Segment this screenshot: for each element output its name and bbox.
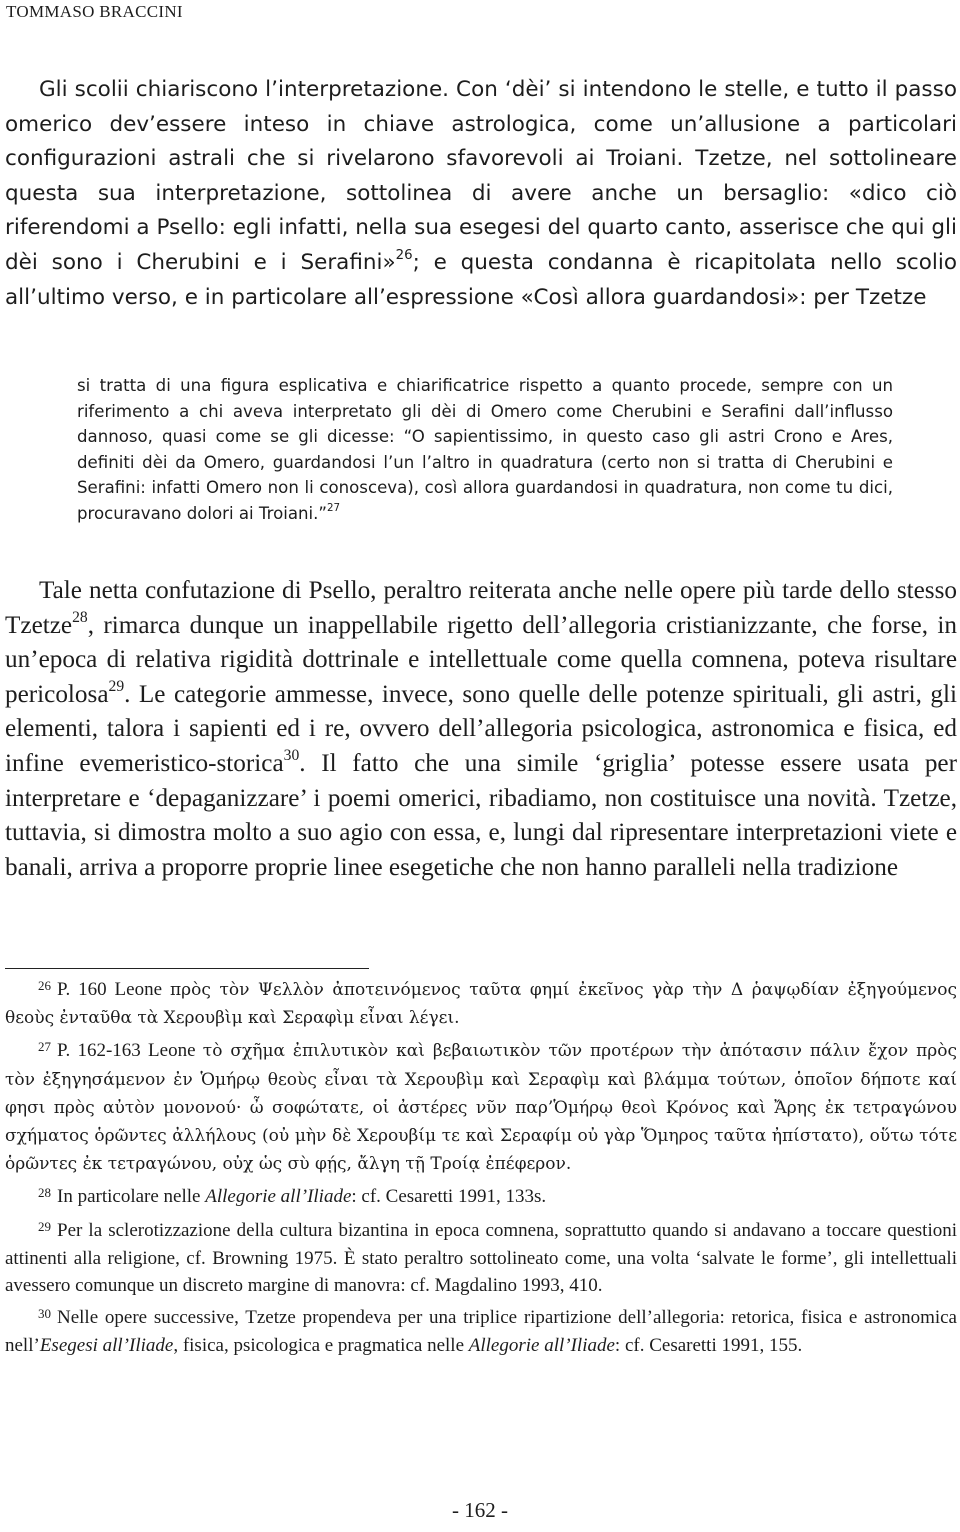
footnote-number: 27 bbox=[38, 1039, 51, 1055]
footnote-text: , fisica, psicologica e pragmatica nelle bbox=[173, 1335, 469, 1357]
block-quotation bbox=[77, 373, 893, 527]
footnote-text: : cf. Cesaretti 1991, 133s. bbox=[351, 1186, 547, 1208]
footnote-27 bbox=[5, 1037, 957, 1178]
footnote-ref-26[interactable]: 26 bbox=[395, 248, 413, 264]
page-number: - 162 - bbox=[452, 1498, 508, 1522]
body-paragraph-1 bbox=[5, 73, 957, 315]
footnote-reference: P. 160 Leone bbox=[57, 979, 163, 1000]
paragraph-2-text-a: Tale netta confutazione di Psello, peraltro reiterata anche nelle opere più tarde dello stesso Tzetze bbox=[5, 577, 957, 639]
footnotes bbox=[5, 976, 957, 1365]
paragraph-2-text-b: , rimarca dunque un inappellabile rigetto dell’allegoria cristianizzante, che forse, in un’epoca di relativa rigidità dottrinale e intellettuale come quella comnena, poteva risultare pericolosa bbox=[5, 611, 957, 708]
footnote-separator bbox=[5, 968, 369, 969]
footnote-number: 26 bbox=[38, 978, 51, 993]
running-head: TOMMASO BRACCINI bbox=[6, 2, 183, 21]
footnote-greek-text: πρὸς τὸν Ψελλὸν ἀποτεινόμενος ταῦτα φημί ἐκεῖνος γὰρ τὴν Δ ῥαψῳδίαν ἐξηγούμενος θεοὺς ἐνταῦθα τὰ Χερουβὶμ καὶ Σεραφὶμ εἶναι λέγει. bbox=[5, 980, 958, 1029]
footnote-number: 29 bbox=[38, 1218, 51, 1234]
paragraph-1-text-b: ; e questa condanna è ricapitolata nello scolio all’ultimo verso, e in particolare all’espressione «Così allora guardandosi»: per Tzetze bbox=[5, 249, 957, 310]
paragraph-1-text-a: Gli scolii chiariscono l’interpretazione. Con ‘dèi’ si intendono le stelle, e tutto il passo omerico dev’essere inteso in chiave astrologica, come un’allusione a particolari configurazioni astrali che si rivelarono sfavorevoli ai Troiani. Tzetze, nel sottolineare questa sua interpretazione, sottolinea di avere anche un bersaglio: «dico ciò riferendomi a Psello: egli infatti, nella sua esegesi del quarto canto, asserisce che qui gli dèi sono i Cherubini e i Serafini» bbox=[5, 77, 957, 275]
footnote-28 bbox=[5, 1183, 957, 1211]
footnote-number: 30 bbox=[38, 1306, 51, 1322]
footnote-reference: P. 162-163 Leone bbox=[57, 1040, 196, 1062]
body-paragraph-2 bbox=[5, 574, 957, 885]
footnote-text: : cf. Cesaretti 1991, 155. bbox=[614, 1335, 803, 1357]
paragraph-2-text-c: . Le categorie ammesse, invece, sono quelle delle potenze spirituali, gli astri, gli elementi, talora i sapienti ed i re, ovvero dell’allegoria psicologica, astronomica e fisica, ed infine evemeristico-storica bbox=[5, 680, 957, 777]
footnote-greek-text: τὸ σχῆμα ἐπιλυτικὸν καὶ βεβαιωτικὸν τῶν προτέρων τὴν ἀπότασιν πάλιν ἔχον πρὸς τὸν ἐξηγησάμενον ἐν Ὁμήρῳ θεοὺς εἶναι τὰ Χερουβὶμ καὶ Σεραφὶμ καὶ βλάμμα τούτων, ὁποῖον δήποτε καί φησι πρὸς αὐτὸν μονονού· ὦ σοφώτατε, οἱ ἀστέρες νῦν παρ’Ὁμήρῳ θεοὶ Κρόνος καὶ Ἄρης ἐκ τετραγώνου σχήματος ὁρῶντες ἀλλήλους (οὐ μὴν δὲ Χερουβίμ τε καὶ Σεραφίμ οὐ γὰρ Ὅμηρος ταῦτα ἠπίστατο), οὕτω τότε ὁρῶντες ἐκ τετραγώνου, οὐχ ὡς σὺ φῄς, ἄλγη τῇ Τροίᾳ ἐπέφερον. bbox=[5, 1041, 957, 1175]
footnote-ref-30[interactable]: 30 bbox=[283, 747, 300, 765]
footnote-ref-29[interactable]: 29 bbox=[108, 677, 125, 695]
work-title: Esegesi all’Iliade bbox=[39, 1335, 174, 1357]
footnote-30 bbox=[5, 1304, 957, 1359]
footnote-text: Per la sclerotizzazione della cultura bizantina in epoca comnena, soprattutto quando si andavano a toccare questioni attinenti alla religione, cf. Browning 1975. È stato peraltro sottolineato come, una volta ‘salvate le forme’, gli intellettuali avessero comunque un discreto margine di manovra: cf. Magdalino 1993, 410. bbox=[5, 1219, 957, 1297]
block-quotation-text: si tratta di una figura esplicativa e chiarificatrice rispetto a quanto procede, sempre con un riferimento a chi aveva interpretato gli dèi di Omero come Cherubini e Serafini dall’influsso dannoso, quasi come se gli dicesse: “O sapientissimo, in questo caso gli astri Crono e Ares, definiti dèi da Omero, guardandosi l’un l’altro in quadratura (certo non si tratta di Cherubini e Serafini: infatti Omero non li conosceva), così allora guardandosi in quadratura, non come tu dici, procuravano dolori ai Troiani.” bbox=[77, 376, 893, 523]
paragraph-2-text-d: . Il fatto che una simile ‘griglia’ potesse essere usata per interpretare e ‘depaganizzare’ i poemi omerici, ribadiamo, non costituisce una novità. Tzetze, tuttavia, si dimostra molto a suo agio con essa, e, lungi dal ripresentare interpretazioni viete e banali, arriva a proporre proprie linee esegetiche che non hanno paralleli nella tradizione bbox=[5, 749, 957, 881]
work-title: Allegorie all’Iliade bbox=[468, 1335, 615, 1357]
footnote-ref-28[interactable]: 28 bbox=[72, 608, 88, 626]
footnote-number: 28 bbox=[38, 1185, 51, 1201]
footnote-26 bbox=[5, 976, 957, 1032]
footnote-text: In particolare nelle bbox=[57, 1186, 206, 1208]
footnote-29 bbox=[5, 1217, 957, 1300]
footnote-ref-27[interactable]: 27 bbox=[327, 502, 341, 515]
footnote-text: Nelle opere successive, Tzetze propendeva per una triplice ripartizione dell’allegoria: retorica, fisica e astronomica nell’ bbox=[5, 1307, 957, 1357]
work-title: Allegorie all’Iliade bbox=[205, 1186, 352, 1208]
